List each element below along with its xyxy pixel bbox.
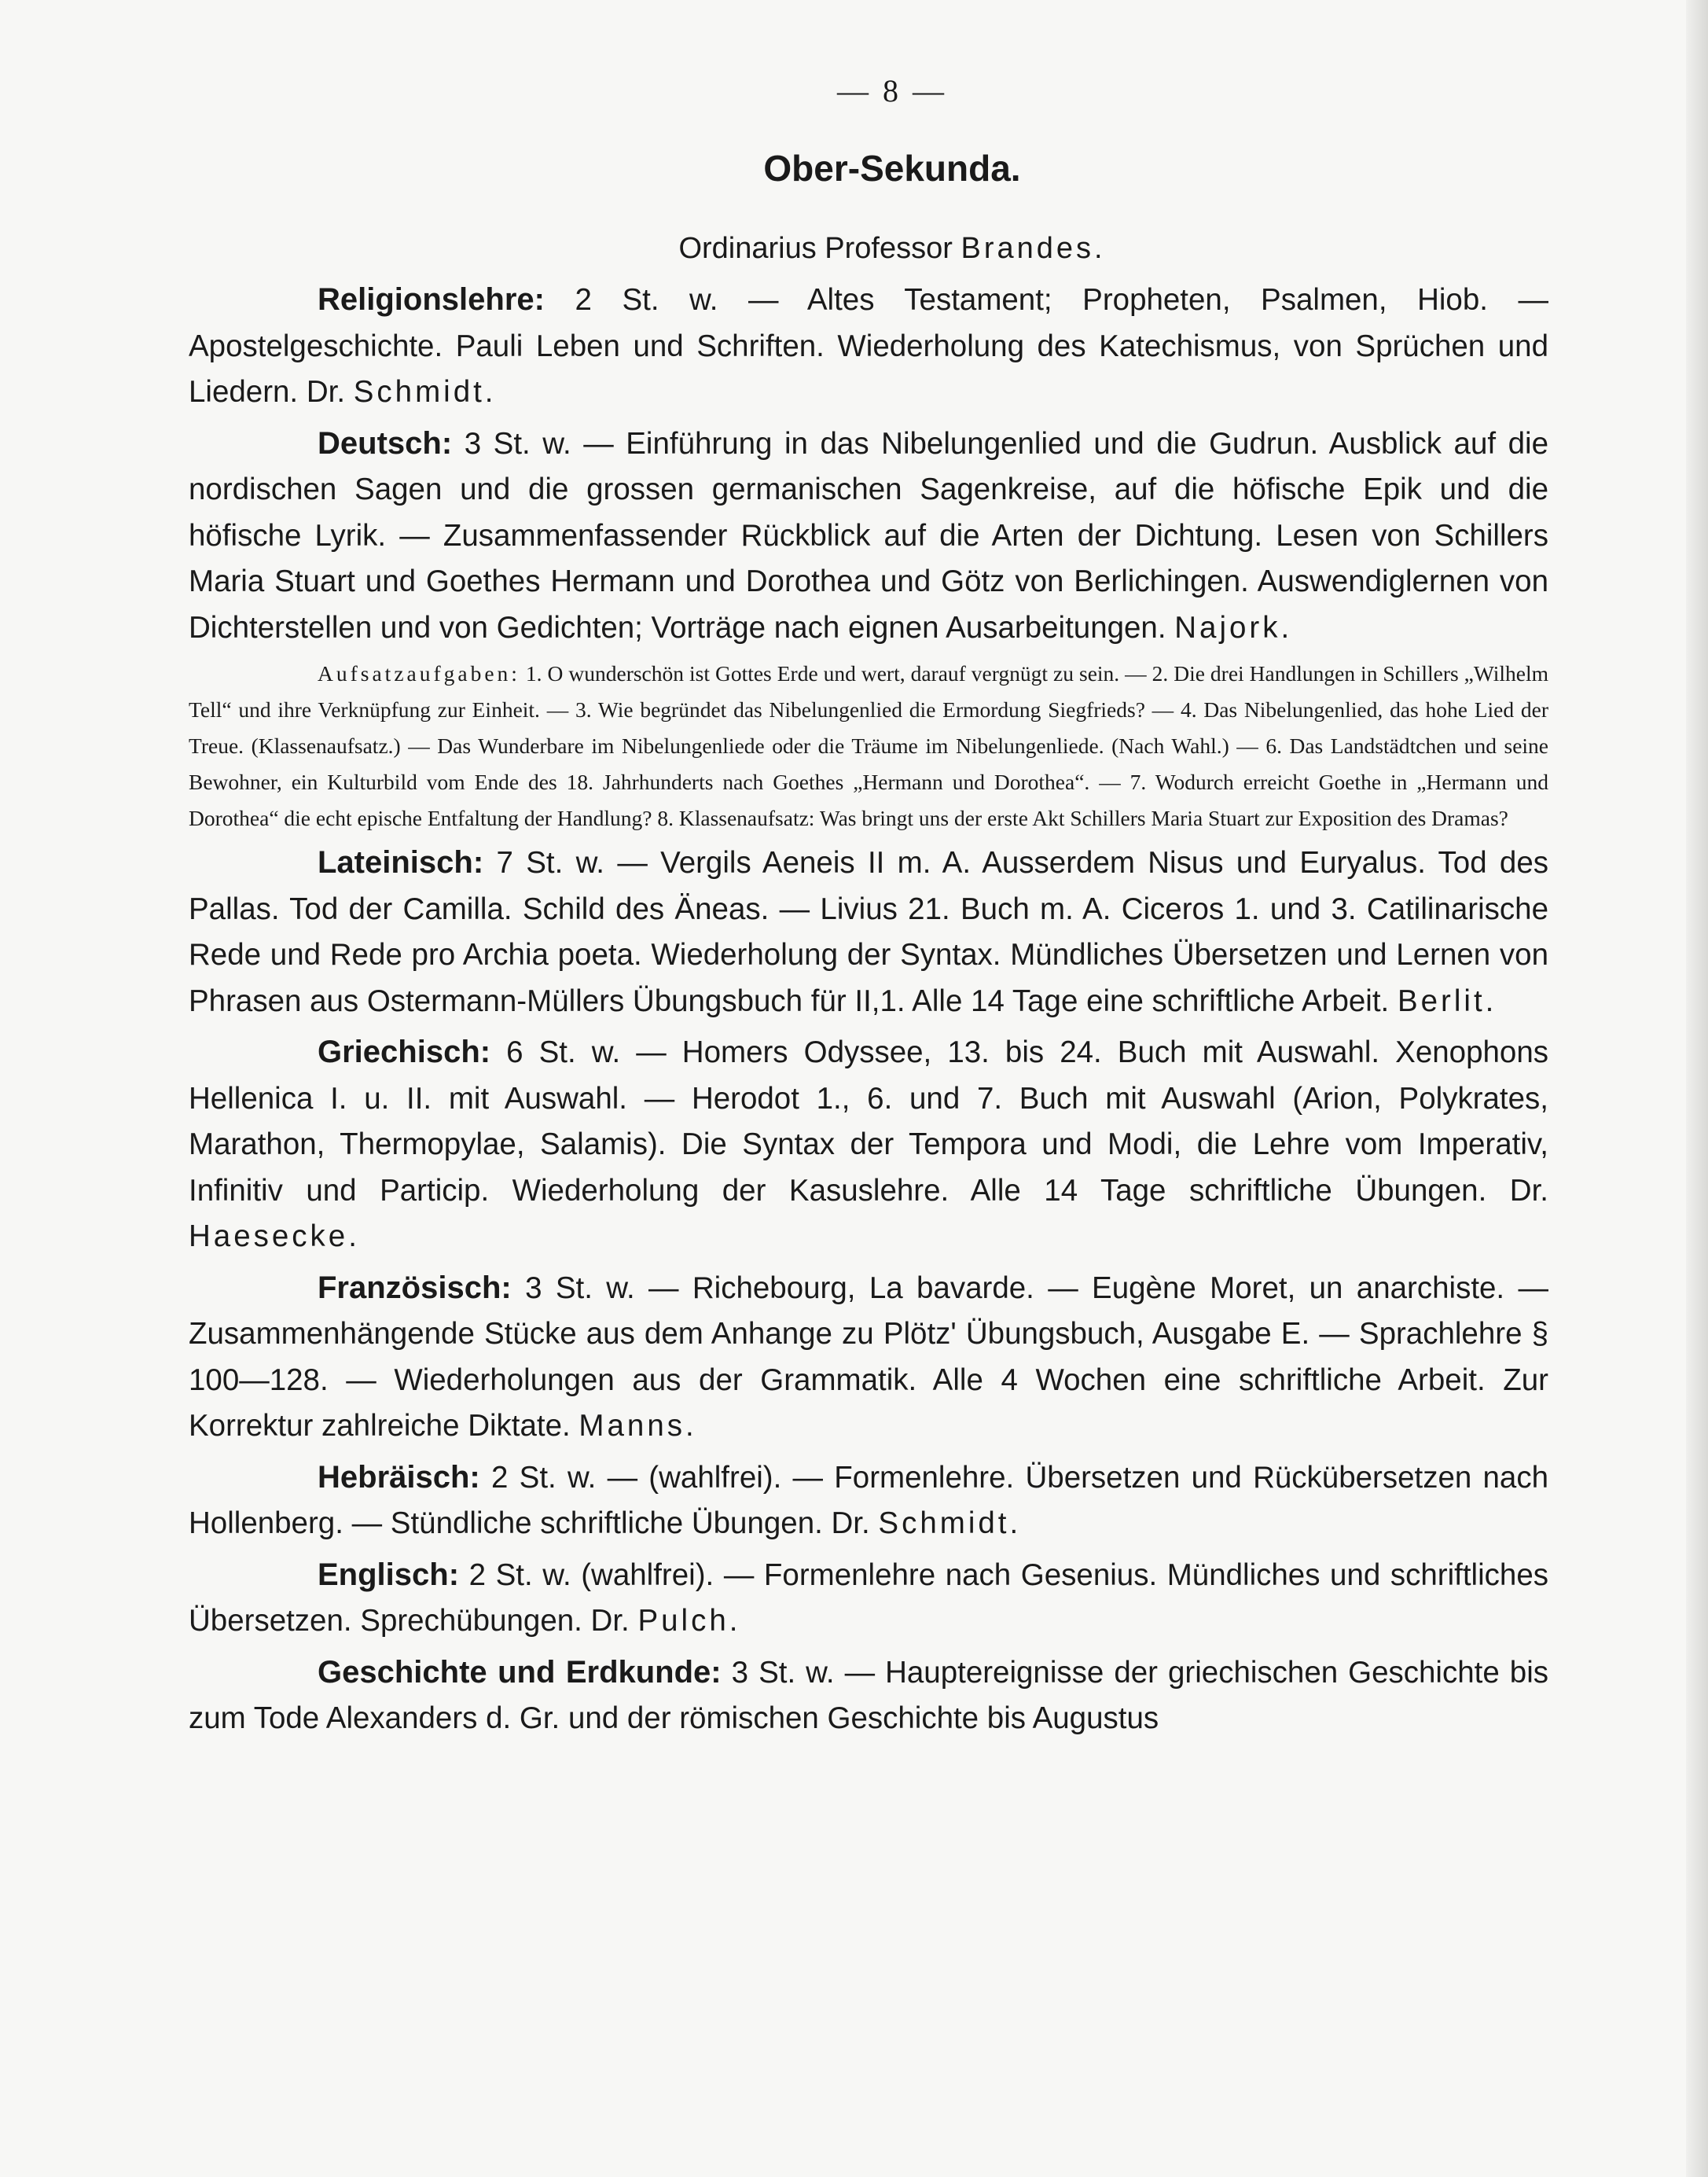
class-heading: Ober-Sekunda. — [763, 148, 1021, 189]
subject-text: 3 St. w. — Richebourg, La bavarde. — Eugène Moret, un anarchiste. — Zusammenhängende Stücke aus dem Anhange zu Plötz' Übungsbuch, Ausgabe E. — Sprachlehre § 100—128. — Wiederholungen aus der Grammatik. Alle 4 Wochen eine schriftliche Arbeit. Zur Korrektur zahlreiche Diktate. — [189, 1271, 1548, 1443]
subject-title: Religionslehre: — [318, 282, 545, 317]
teacher-name: Haesecke. — [189, 1219, 360, 1253]
aufsatz-text: 1. O wunderschön ist Gottes Erde und wert, darauf vergnügt zu sein. — 2. Die drei Handlungen in Schillers „Wilhelm Tell“ und ihre Verknüpfung zur Einheit. — 3. Wie begründet das Nibelungenlied die Ermordung Siegfrieds? — 4. Das Nibelungenlied, das hohe Lied der Treue. (Klassenaufsatz.) — Das Wunderbare im Nibelungenliede oder die Träume im Nibelungenliede. (Nach Wahl.) — 6. Das Landstädtchen und seine Bewohner, ein Kulturbild vom Ende des 18. Jahrhunderts nach Goethes „Hermann und Dorothea“. — 7. Wodurch erreicht Goethe in „Hermann und Dorothea“ die echt epische Entfaltung der Handlung? 8. Klassenaufsatz: Was bringt uns der erste Akt Schillers Maria Stuart zur Exposition des Dramas? — [189, 661, 1548, 830]
ordinarius-prefix: Ordinarius Professor — [678, 232, 953, 265]
teacher-name: Schmidt. — [353, 375, 497, 409]
section-englisch — [189, 1552, 1548, 1645]
section-religionslehre — [189, 277, 1548, 416]
subject-text: 6 St. w. — Homers Odyssee, 13. bis 24. Buch mit Auswahl. Xenophons Hellenica I. u. II. mit Auswahl. — Herodot 1., 6. und 7. Buch mit Auswahl (Arion, Polykrates, Marathon, Thermopylae, Salamis). Die Syntax der Tempora und Modi, die Lehre vom Imperativ, Infinitiv und Particip. Wiederholung der Kasuslehre. Alle 14 Tage schriftliche Übungen. Dr. — [189, 1035, 1548, 1208]
section-hebraeisch — [189, 1454, 1548, 1547]
teacher-name: Najork. — [1174, 610, 1293, 645]
section-lateinisch — [189, 840, 1548, 1024]
subject-title: Lateinisch: — [318, 845, 484, 880]
section-geschichte-erdkunde — [189, 1649, 1548, 1742]
page-content — [189, 72, 1548, 1747]
subject-text: 3 St. w. — Hauptereignisse der griechischen Geschichte bis zum Tode Alexanders d. Gr. und der römischen Geschichte bis Augustus — [189, 1655, 1548, 1735]
subject-title: Französisch: — [318, 1270, 512, 1305]
subject-text: 3 St. w. — Einführung in das Nibelungenlied und die Gudrun. Ausblick auf die nordischen Sagen und die grossen germanischen Sagenkreise, auf die höfische Epik und die höfische Lyrik. — Zusammenfassender Rückblick auf die Arten der Dichtung. Lesen von Schillers Maria Stuart und Goethes Hermann und Dorothea und Götz von Berlichingen. Auswendiglernen von Dichterstellen und von Gedichten; Vorträge nach eignen Ausarbeitungen. — [189, 426, 1548, 645]
subject-text: 2 St. w. — Altes Testament; Propheten, Psalmen, Hiob. — Apostelgeschichte. Pauli Leben und Schriften. Wiederholung des Katechismus, von Sprüchen und Liedern. Dr. — [189, 283, 1548, 409]
aufsatz-label: Aufsatzaufgaben: — [318, 661, 520, 686]
teacher-name: Pulch. — [637, 1604, 741, 1638]
section-griechisch — [189, 1029, 1548, 1260]
aufsatz-aufgaben — [189, 656, 1548, 837]
teacher-name: Berlit. — [1397, 984, 1497, 1018]
subject-title: Englisch: — [318, 1557, 460, 1592]
page-edge-shadow — [1686, 0, 1708, 2177]
section-franzoesisch — [189, 1265, 1548, 1450]
page-number: — 8 — — [837, 73, 947, 108]
subject-title: Geschichte und Erdkunde: — [318, 1654, 722, 1690]
subject-text: 2 St. w. (wahlfrei). — Formenlehre nach Gesenius. Mündliches und schriftliches Übersetzen. Sprechübungen. Dr. — [189, 1557, 1548, 1638]
subject-title: Hebräisch: — [318, 1459, 480, 1495]
ordinarius-name: Brandes. — [961, 232, 1106, 265]
subject-title: Deutsch: — [318, 425, 453, 461]
section-deutsch — [189, 421, 1548, 652]
subject-text: 2 St. w. — (wahlfrei). — Formenlehre. Übersetzen und Rückübersetzen nach Hollenberg. — Stündliche schriftliche Übungen. Dr. — [189, 1460, 1548, 1540]
teacher-name: Schmidt. — [878, 1506, 1022, 1540]
teacher-name: Manns. — [579, 1409, 697, 1443]
subject-title: Griechisch: — [318, 1035, 491, 1069]
subject-text: 7 St. w. — Vergils Aeneis II m. A. Ausserdem Nisus und Euryalus. Tod des Pallas. Tod der Camilla. Schild des Äneas. — Livius 21. Buch m. A. Ciceros 1. und 3. Catilinarische Rede und Rede pro Archia poeta. Wiederholung der Syntax. Mündliches Übersetzen und Lernen von Phrasen aus Ostermann-Müllers Übungsbuch für II,1. Alle 14 Tage eine schriftliche Arbeit. — [189, 846, 1548, 1018]
ordinarius-line — [189, 232, 1548, 266]
